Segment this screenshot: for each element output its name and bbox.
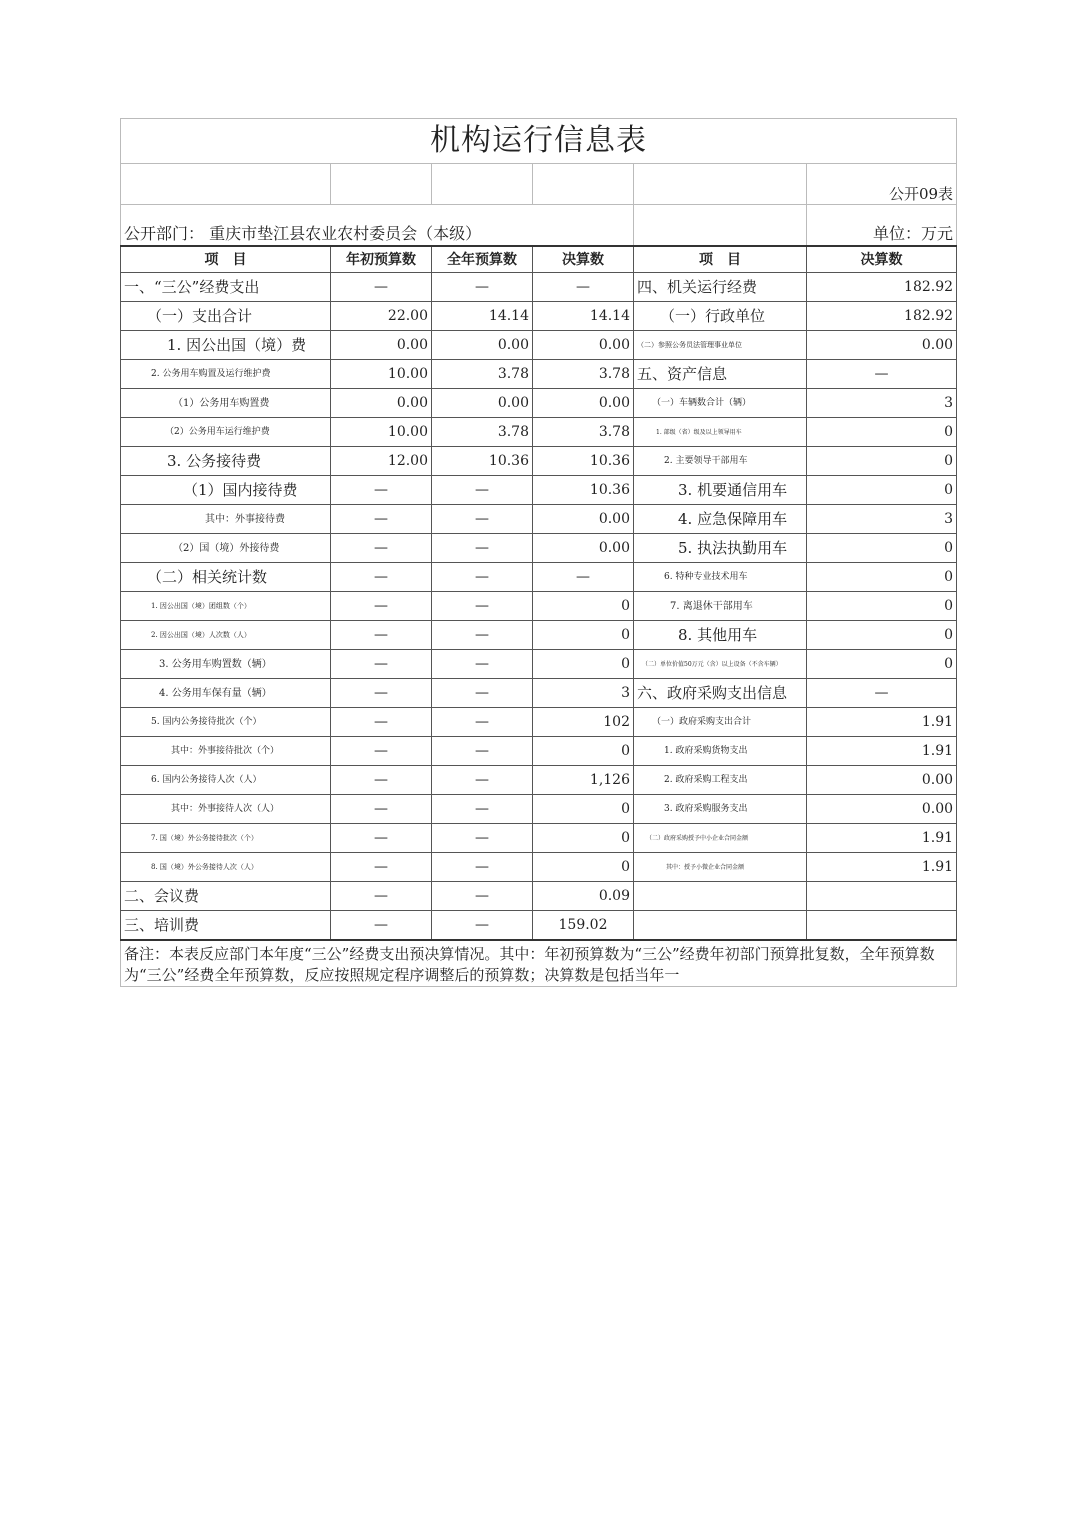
cell-final: 0.00 — [533, 534, 634, 563]
row-label: 3. 公务接待费 — [121, 447, 331, 476]
row-label-right: 其中：授予小微企业合同金额 — [634, 853, 807, 882]
cell-right-value: 0 — [807, 650, 957, 679]
cell-initial: 10.00 — [331, 418, 432, 447]
form-code-row — [121, 164, 957, 205]
cell-annual: — — [432, 766, 533, 795]
cell-initial: — — [331, 592, 432, 621]
cell-final: — — [533, 273, 634, 302]
cell-final: 0 — [533, 650, 634, 679]
cell-right-value: 0 — [807, 592, 957, 621]
cell-initial: — — [331, 882, 432, 911]
col-header-item-2: 项 目 — [634, 246, 807, 273]
row-label: 1. 因公出国（境）费 — [121, 331, 331, 360]
cell-right-value: 0 — [807, 476, 957, 505]
cell-annual: 10.36 — [432, 447, 533, 476]
cell-right-value: 3 — [807, 389, 957, 418]
cell-initial: — — [331, 476, 432, 505]
cell-final: 3.78 — [533, 360, 634, 389]
table-row — [121, 882, 957, 911]
row-label-right: 1. 部级（省）级及以上领导用车 — [634, 418, 807, 447]
cell-annual: — — [432, 505, 533, 534]
cell-annual: — — [432, 592, 533, 621]
row-label-right: 3. 机要通信用车 — [634, 476, 807, 505]
cell-final: 10.36 — [533, 447, 634, 476]
cell-annual: — — [432, 476, 533, 505]
row-label: 其中：外事接待费 — [121, 505, 331, 534]
row-label-right: 7. 离退休干部用车 — [634, 592, 807, 621]
cell-final: 0.00 — [533, 389, 634, 418]
row-label: （2）公务用车运行维护费 — [121, 418, 331, 447]
cell-initial: 22.00 — [331, 302, 432, 331]
col-header-final-account-2: 决算数 — [807, 246, 957, 273]
footnote: 备注：本表反应部门本年度“三公”经费支出预决算情况。其中：年初预算数为“三公”经费年初部门预算批复数，全年预算数为“三公”经费全年预算数，反应按照规定程序调整后的预算数；决算数是包括当年一 — [121, 940, 957, 987]
table-row — [121, 911, 957, 941]
row-label-right: 6. 特种专业技术用车 — [634, 563, 807, 592]
cell-annual: — — [432, 650, 533, 679]
col-header-item: 项 目 — [121, 246, 331, 273]
cell-final: 0 — [533, 621, 634, 650]
cell-initial: — — [331, 679, 432, 708]
row-label-right: 1. 政府采购货物支出 — [634, 737, 807, 766]
note-row — [121, 940, 957, 987]
cell-right-value: 3 — [807, 505, 957, 534]
cell-final: 1,126 — [533, 766, 634, 795]
row-label-right — [634, 882, 807, 911]
table-row — [121, 447, 957, 476]
row-label: 其中：外事接待批次（个） — [121, 737, 331, 766]
cell-annual: — — [432, 679, 533, 708]
table-row — [121, 563, 957, 592]
dept-name: 重庆市垫江县农业农村委员会（本级） — [209, 224, 482, 243]
table-row — [121, 650, 957, 679]
row-label: 3. 公务用车购置数（辆） — [121, 650, 331, 679]
table-row — [121, 679, 957, 708]
cell-initial: — — [331, 853, 432, 882]
cell-right-value: 182.92 — [807, 273, 957, 302]
cell-right-value: 1.91 — [807, 853, 957, 882]
row-label-right: （一）车辆数合计（辆） — [634, 389, 807, 418]
row-label: （一）支出合计 — [121, 302, 331, 331]
cell-final: — — [533, 563, 634, 592]
row-label-right: 4. 应急保障用车 — [634, 505, 807, 534]
cell-final: 0 — [533, 737, 634, 766]
row-label-right: （二）单位价值50万元（含）以上设备（不含车辆） — [634, 650, 807, 679]
row-label-right: （二）政府采购授予中小企业合同金额 — [634, 824, 807, 853]
cell-right-value: — — [807, 679, 957, 708]
cell-annual: — — [432, 824, 533, 853]
cell-right-value: 182.92 — [807, 302, 957, 331]
cell-right-value — [807, 882, 957, 911]
cell-final: 3 — [533, 679, 634, 708]
cell-final: 102 — [533, 708, 634, 737]
cell-right-value: 0 — [807, 447, 957, 476]
table-row — [121, 824, 957, 853]
cell-annual: 3.78 — [432, 360, 533, 389]
cell-initial: — — [331, 766, 432, 795]
cell-annual: — — [432, 882, 533, 911]
dept-info — [121, 205, 634, 247]
row-label: 8. 国（境）外公务接待人次（人） — [121, 853, 331, 882]
cell-final: 0.00 — [533, 505, 634, 534]
table-row — [121, 795, 957, 824]
cell-annual: — — [432, 853, 533, 882]
table-row — [121, 621, 957, 650]
table-row — [121, 853, 957, 882]
table-row — [121, 737, 957, 766]
cell-final: 10.36 — [533, 476, 634, 505]
cell-annual: — — [432, 911, 533, 941]
table-row — [121, 766, 957, 795]
cell-right-value: 0.00 — [807, 766, 957, 795]
operations-info-table — [120, 118, 957, 987]
row-label-right: （二）参照公务员法管理事业单位 — [634, 331, 807, 360]
report-sheet — [120, 118, 956, 987]
cell-initial: — — [331, 824, 432, 853]
row-label-right: 3. 政府采购服务支出 — [634, 795, 807, 824]
row-label-right: 8. 其他用车 — [634, 621, 807, 650]
row-label-right: （一）行政单位 — [634, 302, 807, 331]
row-label: 2. 公务用车购置及运行维护费 — [121, 360, 331, 389]
row-label: 4. 公务用车保有量（辆） — [121, 679, 331, 708]
cell-annual: — — [432, 737, 533, 766]
cell-annual: — — [432, 795, 533, 824]
row-label: （1）公务用车购置费 — [121, 389, 331, 418]
cell-initial: — — [331, 621, 432, 650]
dept-label: 公开部门： — [124, 224, 205, 243]
cell-final: 0.00 — [533, 331, 634, 360]
cell-initial: — — [331, 563, 432, 592]
row-label: 2. 因公出国（境）人次数（人） — [121, 621, 331, 650]
header-row — [121, 246, 957, 273]
row-label: 一、“三公”经费支出 — [121, 273, 331, 302]
cell-final: 0 — [533, 795, 634, 824]
page-title: 机构运行信息表 — [121, 119, 957, 164]
cell-initial: — — [331, 708, 432, 737]
cell-right-value: 0.00 — [807, 331, 957, 360]
table-row — [121, 331, 957, 360]
cell-initial: 12.00 — [331, 447, 432, 476]
row-label: 三、培训费 — [121, 911, 331, 941]
row-label: 6. 国内公务接待人次（人） — [121, 766, 331, 795]
table-row — [121, 418, 957, 447]
cell-initial: — — [331, 795, 432, 824]
cell-annual: — — [432, 621, 533, 650]
cell-right-value: 0 — [807, 621, 957, 650]
row-label-right: 2. 政府采购工程支出 — [634, 766, 807, 795]
row-label: 5. 国内公务接待批次（个） — [121, 708, 331, 737]
row-label: 其中：外事接待人次（人） — [121, 795, 331, 824]
table-row — [121, 592, 957, 621]
cell-initial: — — [331, 737, 432, 766]
row-label-right — [634, 911, 807, 941]
cell-annual: — — [432, 708, 533, 737]
form-code: 公开09表 — [807, 164, 957, 205]
cell-annual: — — [432, 534, 533, 563]
cell-final: 159.02 — [533, 911, 634, 941]
cell-annual: — — [432, 563, 533, 592]
table-row — [121, 302, 957, 331]
row-label-right: 2. 主要领导干部用车 — [634, 447, 807, 476]
col-header-initial-budget: 年初预算数 — [331, 246, 432, 273]
row-label-right: 四、机关运行经费 — [634, 273, 807, 302]
row-label-right: 六、政府采购支出信息 — [634, 679, 807, 708]
cell-annual: — — [432, 273, 533, 302]
cell-initial: 0.00 — [331, 331, 432, 360]
row-label: （2）国（境）外接待费 — [121, 534, 331, 563]
table-row — [121, 708, 957, 737]
cell-initial: — — [331, 650, 432, 679]
cell-right-value: 0 — [807, 563, 957, 592]
row-label: 7. 国（境）外公务接待批次（个） — [121, 824, 331, 853]
cell-final: 0.09 — [533, 882, 634, 911]
cell-initial: — — [331, 273, 432, 302]
cell-right-value: 1.91 — [807, 737, 957, 766]
cell-right-value: 1.91 — [807, 708, 957, 737]
title-row — [121, 119, 957, 164]
cell-final: 14.14 — [533, 302, 634, 331]
table-row — [121, 534, 957, 563]
cell-final: 0 — [533, 592, 634, 621]
table-row — [121, 476, 957, 505]
row-label-right: （一）政府采购支出合计 — [634, 708, 807, 737]
row-label-right: 5. 执法执勤用车 — [634, 534, 807, 563]
unit-label: 单位：万元 — [807, 205, 957, 247]
cell-right-value: — — [807, 360, 957, 389]
cell-initial: 0.00 — [331, 389, 432, 418]
dept-row — [121, 205, 957, 247]
cell-final: 3.78 — [533, 418, 634, 447]
cell-initial: — — [331, 505, 432, 534]
cell-initial: — — [331, 534, 432, 563]
row-label: （1）国内接待费 — [121, 476, 331, 505]
cell-right-value: 0 — [807, 534, 957, 563]
cell-right-value: 1.91 — [807, 824, 957, 853]
cell-final: 0 — [533, 853, 634, 882]
row-label: 1. 因公出国（境）团组数（个） — [121, 592, 331, 621]
col-header-annual-budget: 全年预算数 — [432, 246, 533, 273]
cell-right-value: 0 — [807, 418, 957, 447]
cell-right-value: 0.00 — [807, 795, 957, 824]
table-row — [121, 389, 957, 418]
row-label-right: 五、资产信息 — [634, 360, 807, 389]
cell-annual: 14.14 — [432, 302, 533, 331]
table-row — [121, 505, 957, 534]
row-label: （二）相关统计数 — [121, 563, 331, 592]
col-header-final-account: 决算数 — [533, 246, 634, 273]
cell-annual: 0.00 — [432, 389, 533, 418]
cell-annual: 0.00 — [432, 331, 533, 360]
cell-right-value — [807, 911, 957, 941]
cell-initial: — — [331, 911, 432, 941]
cell-initial: 10.00 — [331, 360, 432, 389]
row-label: 二、会议费 — [121, 882, 331, 911]
cell-annual: 3.78 — [432, 418, 533, 447]
table-row — [121, 273, 957, 302]
table-row — [121, 360, 957, 389]
cell-final: 0 — [533, 824, 634, 853]
